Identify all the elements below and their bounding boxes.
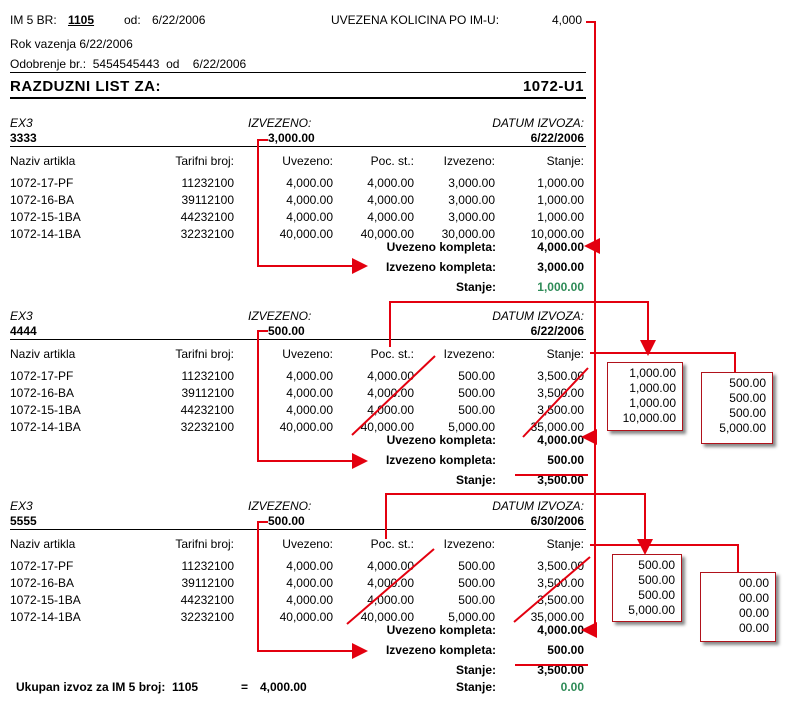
- arrow-line: [258, 331, 366, 461]
- cell-izvezeno: 500.00: [458, 386, 495, 400]
- izvezeno-header: IZVEZENO:: [248, 116, 312, 130]
- cell-poc: 40,000.00: [360, 610, 414, 624]
- cell-tarifni: 32232100: [180, 610, 234, 624]
- uvezena-label: UVEZENA KOLICINA PO IM-U:: [331, 13, 500, 27]
- cell-tarifni: 44232100: [180, 403, 234, 417]
- column-header-uvezeno: Uvezeno:: [282, 347, 333, 361]
- cell-tarifni: 44232100: [180, 210, 234, 224]
- ex3-label: EX3: [10, 116, 33, 130]
- cell-stanje: 3,500.00: [537, 386, 584, 400]
- column-header-stanje: Stanje:: [546, 154, 584, 168]
- column-header-poc: Poc. st.:: [370, 347, 414, 361]
- stanje-value: 1,000.00: [537, 280, 584, 294]
- callout-value: 1,000.00: [629, 381, 676, 395]
- cell-naziv: 1072-15-1BA: [10, 593, 81, 607]
- callout-value: 10,000.00: [622, 411, 676, 425]
- cell-poc: 4,000.00: [367, 386, 414, 400]
- cell-naziv: 1072-15-1BA: [10, 403, 81, 417]
- cell-naziv: 1072-16-BA: [10, 576, 75, 590]
- arrow-line: [258, 140, 366, 266]
- izvezeno-kompleta-label: Izvezeno kompleta:: [385, 453, 496, 467]
- cell-poc: 40,000.00: [360, 420, 414, 434]
- equals-sign: =: [241, 680, 249, 694]
- izvezeno-value: 500.00: [268, 514, 305, 528]
- cell-tarifni: 39112100: [181, 386, 234, 400]
- ex3-label: EX3: [10, 499, 33, 513]
- cell-naziv: 1072-15-1BA: [10, 210, 81, 224]
- uvezeno-kompleta-label: Uvezeno kompleta:: [386, 623, 496, 637]
- arrow-line: [390, 302, 648, 354]
- izvezeno-value: 500.00: [268, 324, 305, 338]
- callout-value: 500.00: [729, 406, 766, 420]
- cell-stanje: 1,000.00: [537, 193, 584, 207]
- cell-izvezeno: 500.00: [458, 369, 495, 383]
- column-header-stanje: Stanje:: [546, 347, 584, 361]
- od-label: od:: [124, 13, 141, 27]
- cell-tarifni: 11232100: [181, 176, 234, 190]
- uvezeno-kompleta-label: Uvezeno kompleta:: [386, 240, 496, 254]
- cell-stanje: 35,000.00: [530, 610, 584, 624]
- cell-stanje: 3,500.00: [537, 593, 584, 607]
- cell-poc: 4,000.00: [367, 176, 414, 190]
- document-code: 1072-U1: [522, 78, 584, 95]
- cell-poc: 4,000.00: [367, 193, 414, 207]
- cell-uvezeno: 4,000.00: [286, 210, 333, 224]
- izvezeno-kompleta-value: 500.00: [547, 453, 584, 467]
- stanje-label: Stanje:: [455, 280, 496, 294]
- cell-naziv: 1072-17-PF: [10, 559, 74, 573]
- cell-izvezeno: 30,000.00: [441, 227, 495, 241]
- column-header-izvezeno: Izvezeno:: [443, 347, 495, 361]
- datum-izvoza-header: DATUM IZVOZA:: [492, 309, 584, 323]
- cell-izvezeno: 500.00: [458, 576, 495, 590]
- footer-stanje-label: Stanje:: [455, 680, 496, 694]
- cell-uvezeno: 4,000.00: [286, 193, 333, 207]
- column-header-naziv: Naziv artikla: [10, 537, 76, 551]
- stanje-label: Stanje:: [455, 663, 496, 677]
- ex3-label: EX3: [10, 309, 33, 323]
- datum-izvoza-header: DATUM IZVOZA:: [492, 116, 584, 130]
- callout-value: 500.00: [729, 376, 766, 390]
- ukupan-izvoz-label: Ukupan izvoz za IM 5 broj: 1105: [16, 680, 199, 694]
- izvezeno-header: IZVEZENO:: [248, 499, 312, 513]
- callout-value: 00.00: [738, 621, 769, 635]
- uvezena-value: 4,000: [551, 13, 582, 27]
- column-header-naziv: Naziv artikla: [10, 347, 76, 361]
- cell-poc: 4,000.00: [367, 559, 414, 573]
- callout-value: 500.00: [638, 558, 675, 572]
- callout-value: 5,000.00: [719, 421, 766, 435]
- cell-tarifni: 39112100: [181, 576, 234, 590]
- cell-uvezeno: 40,000.00: [279, 420, 333, 434]
- cell-naziv: 1072-14-1BA: [10, 227, 81, 241]
- od-date: 6/22/2006: [152, 13, 206, 27]
- cell-uvezeno: 4,000.00: [286, 176, 333, 190]
- column-header-poc: Poc. st.:: [370, 537, 414, 551]
- cell-izvezeno: 5,000.00: [448, 610, 495, 624]
- cell-tarifni: 11232100: [181, 369, 234, 383]
- column-header-uvezeno: Uvezeno:: [282, 537, 333, 551]
- strike-slash: [514, 557, 590, 622]
- cell-stanje: 3,500.00: [537, 403, 584, 417]
- callout-value: 5,000.00: [628, 603, 675, 617]
- im-number: 1105: [68, 13, 95, 27]
- izvezeno-kompleta-value: 3,000.00: [537, 260, 584, 274]
- cell-stanje: 10,000.00: [530, 227, 584, 241]
- cell-tarifni: 32232100: [180, 420, 234, 434]
- callout-value: 500.00: [638, 573, 675, 587]
- izvezeno-kompleta-label: Izvezeno kompleta:: [385, 643, 496, 657]
- cell-poc: 4,000.00: [367, 403, 414, 417]
- cell-izvezeno: 500.00: [458, 593, 495, 607]
- ex3-number: 3333: [10, 131, 37, 145]
- izvezeno-value: 3,000.00: [268, 131, 315, 145]
- arrow-line: [590, 545, 738, 572]
- cell-stanje: 3,500.00: [537, 576, 584, 590]
- cell-izvezeno: 500.00: [458, 403, 495, 417]
- cell-izvezeno: 3,000.00: [448, 193, 495, 207]
- datum-izvoza-value: 6/22/2006: [530, 324, 584, 338]
- column-header-naziv: Naziv artikla: [10, 154, 76, 168]
- column-header-izvezeno: Izvezeno:: [443, 537, 495, 551]
- callout-value: 500.00: [729, 391, 766, 405]
- cell-izvezeno: 3,000.00: [448, 176, 495, 190]
- cell-tarifni: 11232100: [181, 559, 234, 573]
- cell-stanje: 3,500.00: [537, 369, 584, 383]
- stanje-value: 3,500.00: [537, 663, 584, 677]
- uvezeno-kompleta-value: 4,000.00: [537, 240, 584, 254]
- cell-naziv: 1072-14-1BA: [10, 420, 81, 434]
- column-header-poc: Poc. st.:: [370, 154, 414, 168]
- izvezeno-kompleta-value: 500.00: [547, 643, 584, 657]
- ex3-number: 4444: [10, 324, 37, 338]
- cell-naziv: 1072-16-BA: [10, 386, 75, 400]
- arrow-line: [258, 522, 366, 651]
- datum-izvoza-value: 6/22/2006: [530, 131, 584, 145]
- column-header-tarifni: Tarifni broj:: [175, 347, 234, 361]
- cell-tarifni: 32232100: [180, 227, 234, 241]
- arrow-line: [583, 22, 595, 630]
- cell-naziv: 1072-16-BA: [10, 193, 75, 207]
- page-title: RAZDUZNI LIST ZA:: [10, 78, 161, 95]
- datum-izvoza-header: DATUM IZVOZA:: [492, 499, 584, 513]
- im-label: IM 5 BR:: [10, 13, 57, 27]
- cell-izvezeno: 3,000.00: [448, 210, 495, 224]
- strike-slash: [352, 356, 435, 435]
- izvezeno-header: IZVEZENO:: [248, 309, 312, 323]
- cell-stanje: 35,000.00: [530, 420, 584, 434]
- odobrenje: Odobrenje br.: 5454545443 od 6/22/2006: [10, 57, 247, 71]
- cell-stanje: 3,500.00: [537, 559, 584, 573]
- izvezeno-kompleta-label: Izvezeno kompleta:: [385, 260, 496, 274]
- cell-poc: 4,000.00: [367, 369, 414, 383]
- cell-uvezeno: 4,000.00: [286, 559, 333, 573]
- callout-value: 00.00: [738, 576, 769, 590]
- cell-uvezeno: 4,000.00: [286, 369, 333, 383]
- uvezeno-kompleta-label: Uvezeno kompleta:: [386, 433, 496, 447]
- stanje-value: 3,500.00: [537, 473, 584, 487]
- cell-naziv: 1072-17-PF: [10, 176, 74, 190]
- column-header-uvezeno: Uvezeno:: [282, 154, 333, 168]
- callout-value: 1,000.00: [629, 396, 676, 410]
- cell-stanje: 1,000.00: [537, 176, 584, 190]
- cell-poc: 4,000.00: [367, 210, 414, 224]
- cell-uvezeno: 40,000.00: [279, 227, 333, 241]
- cell-tarifni: 39112100: [181, 193, 234, 207]
- cell-uvezeno: 40,000.00: [279, 610, 333, 624]
- callout-value: 00.00: [738, 591, 769, 605]
- callout-value: 00.00: [738, 606, 769, 620]
- cell-izvezeno: 5,000.00: [448, 420, 495, 434]
- cell-uvezeno: 4,000.00: [286, 386, 333, 400]
- strike-slash: [347, 549, 434, 624]
- strike-slash: [523, 368, 588, 437]
- cell-poc: 40,000.00: [360, 227, 414, 241]
- column-header-tarifni: Tarifni broj:: [175, 154, 234, 168]
- datum-izvoza-value: 6/30/2006: [530, 514, 584, 528]
- column-header-stanje: Stanje:: [546, 537, 584, 551]
- cell-uvezeno: 4,000.00: [286, 403, 333, 417]
- uvezeno-kompleta-value: 4,000.00: [537, 433, 584, 447]
- uvezeno-kompleta-value: 4,000.00: [537, 623, 584, 637]
- cell-uvezeno: 4,000.00: [286, 576, 333, 590]
- cell-poc: 4,000.00: [367, 593, 414, 607]
- cell-stanje: 1,000.00: [537, 210, 584, 224]
- cell-tarifni: 44232100: [180, 593, 234, 607]
- ukupan-izvoz-total: 4,000.00: [260, 680, 307, 694]
- column-header-tarifni: Tarifni broj:: [175, 537, 234, 551]
- callout-value: 500.00: [638, 588, 675, 602]
- footer-stanje-value: 0.00: [560, 680, 584, 694]
- stanje-label: Stanje:: [455, 473, 496, 487]
- cell-naziv: 1072-17-PF: [10, 369, 74, 383]
- cell-izvezeno: 500.00: [458, 559, 495, 573]
- cell-naziv: 1072-14-1BA: [10, 610, 81, 624]
- column-header-izvezeno: Izvezeno:: [443, 154, 495, 168]
- cell-poc: 4,000.00: [367, 576, 414, 590]
- rok-vazenja: Rok vazenja 6/22/2006: [10, 37, 133, 51]
- arrow-line: [590, 353, 735, 372]
- cell-uvezeno: 4,000.00: [286, 593, 333, 607]
- ex3-number: 5555: [10, 514, 37, 528]
- callout-value: 1,000.00: [629, 366, 676, 380]
